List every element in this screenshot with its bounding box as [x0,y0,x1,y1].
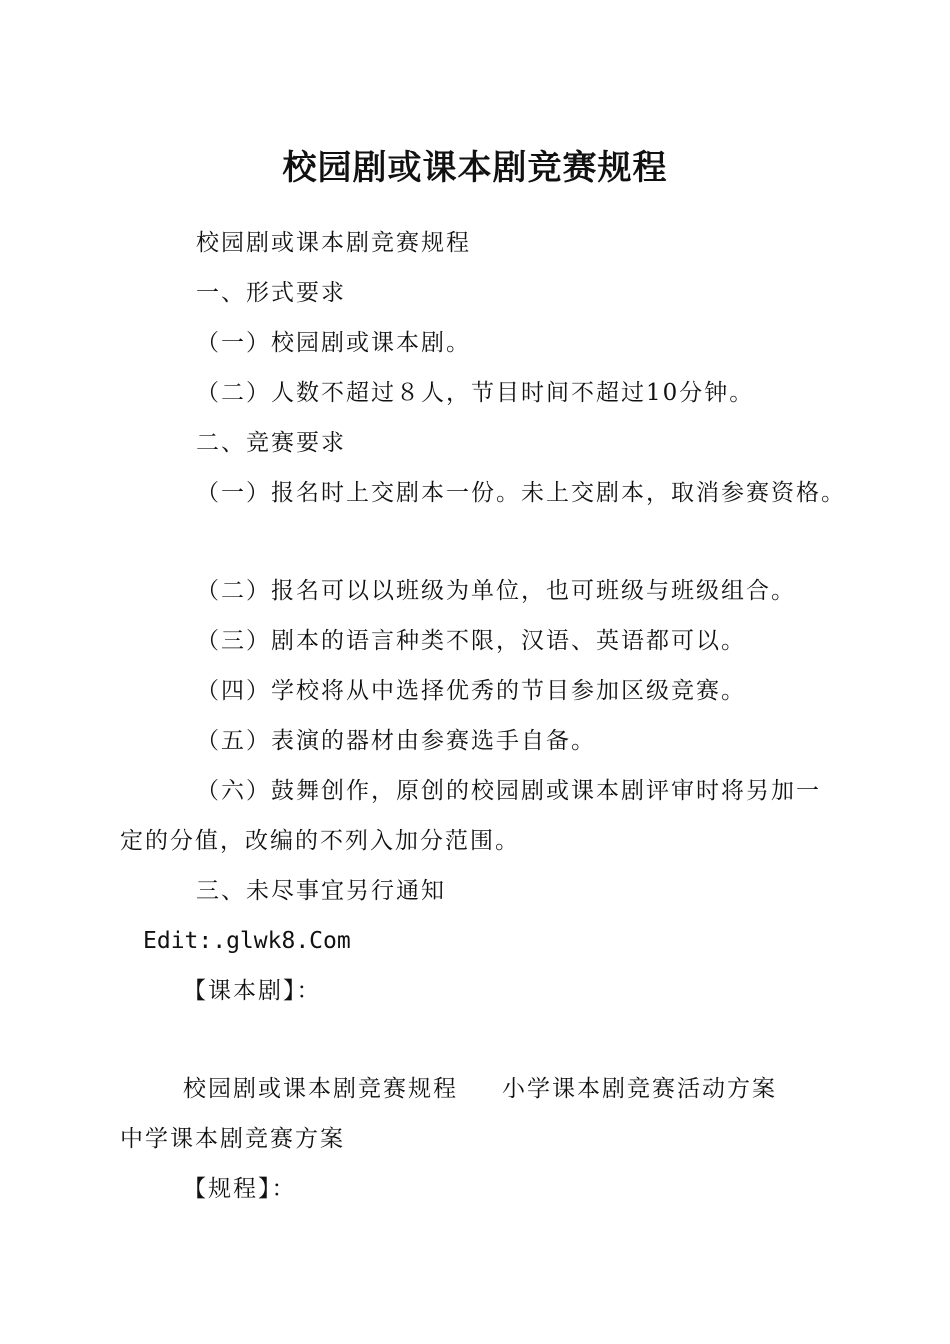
rules-heading: 【规程】： [183,1176,297,1202]
document-title: 校园剧或课本剧竞赛规程 [282,148,668,188]
paragraph-line: （二）人数不超过８人，节目时间不超过10分钟。 [196,380,755,406]
paragraph-line: （六）鼓舞创作，原创的校园剧或课本剧评审时将另加一 [196,778,821,804]
section-heading-2: 二、竞赛要求 [196,430,346,456]
section-heading-3: 三、未尽事宜另行通知 [196,878,446,904]
paragraph-line: （三）剧本的语言种类不限，汉语、英语都可以。 [196,628,746,654]
paragraph-line: （五）表演的器材由参赛选手自备。 [196,728,596,754]
section-heading-1: 一、形式要求 [196,280,346,306]
subtitle-line: 校园剧或课本剧竞赛规程 [196,230,471,256]
paragraph-line: （四）学校将从中选择优秀的节目参加区级竞赛。 [196,678,746,704]
paragraph-line: （一）校园剧或课本剧。 [196,330,471,356]
related-link[interactable]: 小学课本剧竞赛活动方案 [502,1076,777,1102]
paragraph-line: 定的分值，改编的不列入加分范围。 [120,828,520,854]
related-link[interactable]: 校园剧或课本剧竞赛规程 [183,1076,458,1102]
related-link[interactable]: 中学课本剧竞赛方案 [120,1126,345,1152]
related-heading: 【课本剧】： [183,978,322,1004]
paragraph-line: （一）报名时上交剧本一份。未上交剧本，取消参赛资格。 [196,480,846,506]
edit-source-line: Edit:.glwk8.Com [143,928,351,954]
paragraph-line: （二）报名可以以班级为单位，也可班级与班级组合。 [196,578,796,604]
